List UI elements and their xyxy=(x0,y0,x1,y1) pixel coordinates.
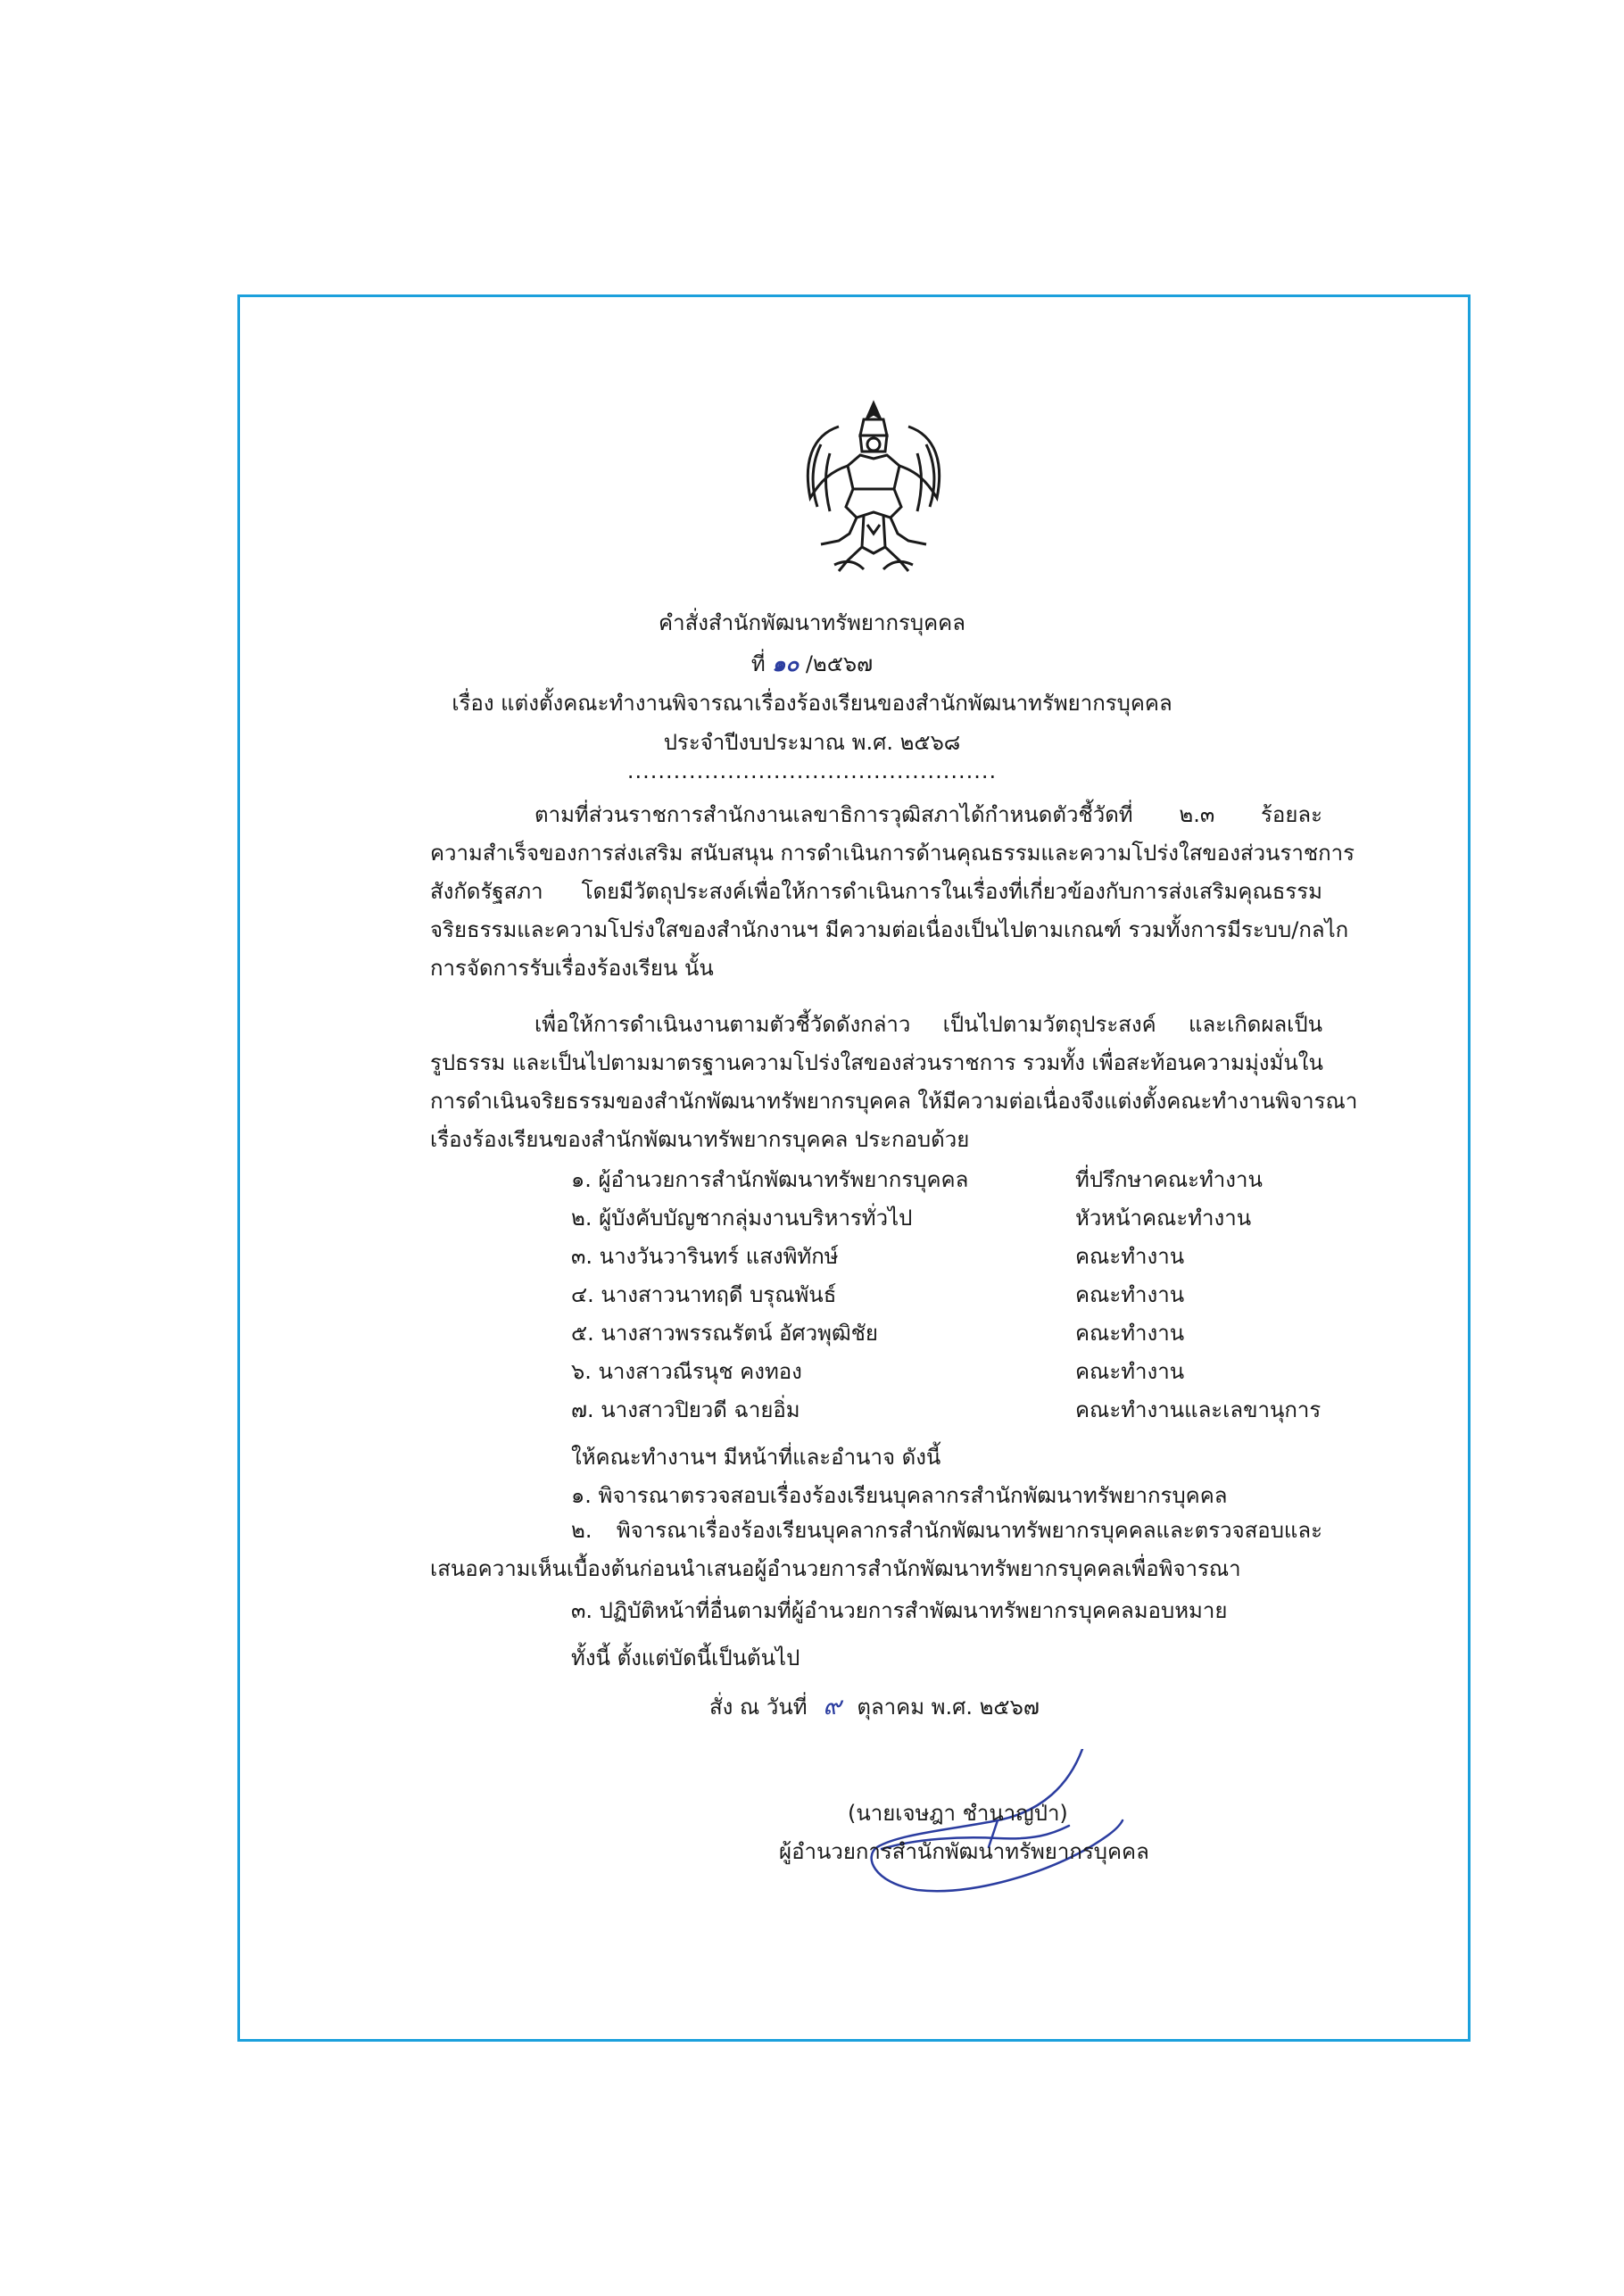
list-item xyxy=(0,1315,1624,1354)
garuda-emblem-icon xyxy=(785,400,962,578)
order-number-value: ๑๐ xyxy=(772,651,800,676)
dotted-separator: ................................................ xyxy=(626,758,998,783)
member-name: ๖. นางสาวณีรนุช คงทอง xyxy=(571,1359,802,1384)
member-name: ๔. นางสาวนาทฤดี บรุณพันธ์ xyxy=(571,1282,837,1307)
paragraph-line: ความสำเร็จของการส่งเสริม สนับสนุน การดำเนินการด้านคุณธรรมและความโปร่งใสของส่วนราชการ xyxy=(430,841,1355,866)
duty-line: ๒. พิจารณาเรื่องร้องเรียนบุคลากรสำนักพัฒนาทรัพยากรบุคคลและตรวจสอบและ xyxy=(571,1518,1322,1543)
list-item xyxy=(0,1200,1624,1239)
order-subject: เรื่อง แต่งตั้งคณะทำงานพิจารณาเรื่องร้องเรียนของสำนักพัฒนาทรัพยากรบุคคล xyxy=(452,691,1172,716)
duty-1: ๑. พิจารณาตรวจสอบเรื่องร้องเรียนบุคลากรสำนักพัฒนาทรัพยากรบุคคล xyxy=(571,1483,1228,1508)
member-name: ๕. นางสาวพรรณรัตน์ อัศวพุฒิชัย xyxy=(571,1321,878,1346)
paragraph-line: สังกัดรัฐสภา โดยมีวัตถุประสงค์เพื่อให้การดำเนินการในเรื่องที่เกี่ยวข้องกับการส่งเสริมคุณธรรม xyxy=(430,879,1322,904)
order-number xyxy=(0,646,1624,681)
list-item xyxy=(0,1162,1624,1200)
member-role: คณะทำงาน xyxy=(1075,1244,1185,1269)
member-role: คณะทำงาน xyxy=(1075,1282,1185,1307)
member-role: หัวหน้าคณะทำงาน xyxy=(1075,1206,1252,1231)
member-role: คณะทำงานและเลขานุการ xyxy=(1075,1397,1322,1422)
list-item xyxy=(0,1239,1624,1277)
paragraph-line: เพื่อให้การดำเนินงานตามตัวชี้วัดดังกล่าว เป็นไปตามวัตถุประสงค์ และเกิดผลเป็น xyxy=(534,1012,1322,1037)
fiscal-year: ประจำปีงบประมาณ พ.ศ. ๒๕๖๘ xyxy=(663,730,961,755)
list-item xyxy=(0,1277,1624,1315)
list-item xyxy=(0,1354,1624,1392)
member-name: ๒. ผู้บังคับบัญชากลุ่มงานบริหารทั่วไป xyxy=(571,1206,913,1231)
member-role: คณะทำงาน xyxy=(1075,1359,1185,1384)
paragraph-line: การจัดการรับเรื่องร้องเรียน นั้น xyxy=(430,956,714,981)
paragraph-line: ตามที่ส่วนราชการสำนักงานเลขาธิการวุฒิสภาได้กำหนดตัวชี้วัดที่ ๒.๓ ร้อยละ xyxy=(534,802,1322,827)
order-title: คำสั่งสำนักพัฒนาทรัพยากรบุคคล xyxy=(659,610,965,635)
list-item xyxy=(0,1392,1624,1430)
paragraph-line: เรื่องร้องเรียนของสำนักพัฒนาทรัพยากรบุคคล ประกอบด้วย xyxy=(430,1127,970,1152)
signer-name: (นายเจษฎา ชำนาญป่า) xyxy=(848,1801,1068,1826)
duty-2 xyxy=(430,1512,1322,1588)
order-number-prefix: ที่ xyxy=(750,651,766,676)
date-suffix: ตุลาคม พ.ศ. ๒๕๖๗ xyxy=(857,1695,1040,1720)
member-name: ๓. นางวันวารินทร์ แสงพิทักษ์ xyxy=(571,1244,839,1269)
order-number-suffix: /๒๕๖๗ xyxy=(805,651,874,676)
member-name: ๑. ผู้อำนวยการสำนักพัฒนาทรัพยากรบุคคล xyxy=(571,1167,969,1192)
duty-line: เสนอความเห็นเบื้องต้นก่อนนำเสนอผู้อำนวยการสำนักพัฒนาทรัพยากรบุคคลเพื่อพิจารณา xyxy=(430,1556,1241,1581)
member-role: ที่ปรึกษาคณะทำงาน xyxy=(1075,1167,1263,1192)
paragraph-line: รูปธรรม และเป็นไปตามมาตรฐานความโปร่งใสของส่วนราชการ รวมทั้ง เพื่อสะท้อนความมุ่งมั่นใน xyxy=(430,1050,1323,1075)
paragraph-line: การดำเนินจริยธรรมของสำนักพัฒนาทรัพยากรบุคคล ให้มีความต่อเนื่องจึงแต่งตั้งคณะทำงานพิจารณา xyxy=(430,1089,1358,1114)
member-name: ๗. นางสาวปิยวดี ฉายอิ่ม xyxy=(571,1397,800,1422)
duties-intro: ให้คณะทำงานฯ มีหน้าที่และอำนาจ ดังนี้ xyxy=(571,1445,941,1470)
duty-3: ๓. ปฏิบัติหน้าที่อื่นตามที่ผู้อำนวยการสำพัฒนาทรัพยากรบุคคลมอบหมาย xyxy=(571,1598,1228,1623)
paragraph-2 xyxy=(430,1006,1358,1159)
order-date xyxy=(709,1687,1040,1726)
member-role: คณะทำงาน xyxy=(1075,1321,1185,1346)
paragraph-line: จริยธรรมและความโปร่งใสของสำนักงานฯ มีความต่อเนื่องเป็นไปตามเกณฑ์ รวมทั้งการมีระบบ/กลไก xyxy=(430,917,1349,942)
date-prefix: สั่ง ณ วันที่ xyxy=(709,1695,808,1720)
signer-title: ผู้อำนวยการสำนักพัฒนาทรัพยากรบุคคล xyxy=(779,1839,1149,1864)
effective-statement: ทั้งนี้ ตั้งแต่บัดนี้เป็นต้นไป xyxy=(571,1645,800,1670)
date-day: ๙ xyxy=(823,1691,841,1720)
paragraph-1 xyxy=(430,796,1355,988)
